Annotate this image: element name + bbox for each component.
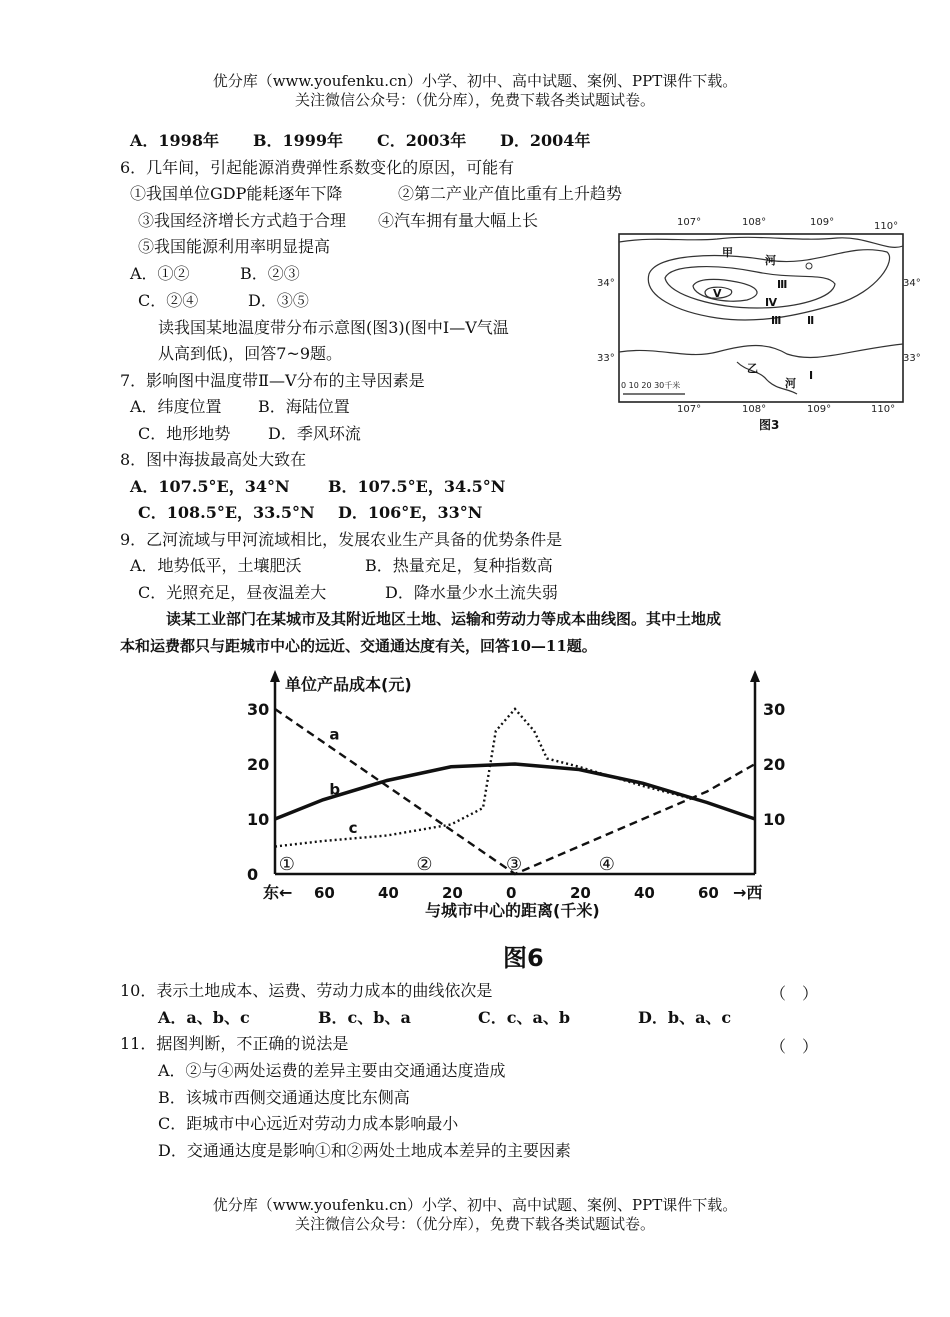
lat-label-34-left: 34° [597, 278, 615, 289]
q7-option-c[interactable]: C．地形地势 [138, 424, 231, 443]
intro-10-11-line-1: 读某工业部门在某城市及其附近地区土地、运输和劳动力等成本曲线图。其中土地成 [166, 610, 722, 628]
river-jia-char-1: 甲 [722, 246, 733, 259]
series-label-b: b [329, 780, 341, 799]
figure-3-caption: 图3 [759, 418, 780, 432]
location-marker: ④ [598, 854, 615, 875]
q6-statement-4: ④汽车拥有量大幅上长 [378, 211, 539, 230]
x-axis-west-label: →西 [733, 883, 763, 902]
footer-line-1: 优分库（www.youfenku.cn）小学、初中、高中试题、案例、PPT课件下载。 [212, 1196, 738, 1214]
x-tick: 60 [314, 884, 335, 902]
q10-option-d[interactable]: D．b、a、c [638, 1008, 732, 1027]
q9-option-a[interactable]: A．地势低平，土壤肥沃 [130, 556, 302, 575]
q7-option-a[interactable]: A．纬度位置 [130, 397, 222, 416]
series-label-a: a [329, 725, 340, 744]
lon-label-107-top: 107° [677, 217, 702, 228]
q11-option-d[interactable]: D．交通通达度是影响①和②两处土地成本差异的主要因素 [158, 1141, 571, 1160]
q9-stem: 9．乙河流域与甲河流域相比，发展农业生产具备的优势条件是 [120, 530, 563, 549]
q6-option-c[interactable]: C．②④ [138, 291, 199, 310]
lon-label-108-top: 108° [742, 217, 767, 228]
q7-option-d[interactable]: D．季风环流 [268, 424, 361, 443]
q5-option-b[interactable]: B．1999年 [253, 131, 344, 150]
header-line-2: 关注微信公众号：（优分库），免费下载各类试题试卷。 [294, 91, 655, 109]
chart-title: 图6 [503, 944, 544, 972]
y-tick-right: 20 [763, 755, 786, 774]
lat-label-33-left: 33° [597, 353, 615, 364]
river-jia-char-2: 河 [765, 254, 776, 267]
lon-label-108-bottom: 108° [742, 404, 767, 415]
intro-10-11-line-2: 本和运费都只与距城市中心的远近、交通通达度有关，回答10—11题。 [120, 637, 597, 655]
header-line-1: 优分库（www.youfenku.cn）小学、初中、高中试题、案例、PPT课件下载。 [212, 72, 738, 90]
q6-statement-5: ⑤我国能源利用率明显提高 [138, 237, 331, 256]
y-tick-left: 20 [247, 755, 270, 774]
q8-option-a[interactable]: A．107.5°E，34°N [130, 477, 290, 496]
zone-label-III-lower: Ⅲ [771, 314, 782, 327]
y-tick-right: 30 [763, 700, 786, 719]
q10-stem: 10．表示土地成本、运费、劳动力成本的曲线依次是 [120, 981, 493, 1000]
zone-label-I: Ⅰ [809, 369, 814, 382]
x-axis-east-label: 东← [263, 883, 293, 902]
x-tick: 20 [442, 884, 463, 902]
footer-line-2: 关注微信公众号：（优分库），免费下载各类试题试卷。 [294, 1215, 655, 1233]
x-axis-label: 与城市中心的距离(千米) [425, 901, 600, 920]
y-axis-right-arrow [750, 670, 760, 682]
lon-label-110-bottom: 110° [871, 404, 896, 415]
contour-zone-I [619, 344, 903, 358]
contour-zone-IV [693, 279, 757, 301]
q6-stem: 6．几年间，引起能源消费弹性系数变化的原因，可能有 [120, 158, 515, 177]
q10-option-a[interactable]: A．a、b、c [158, 1008, 250, 1027]
location-marker: ① [278, 854, 295, 875]
scale-label: 0 10 20 30千米 [621, 381, 681, 390]
x-tick: 0 [506, 884, 517, 902]
q8-option-b[interactable]: B．107.5°E，34.5°N [328, 477, 506, 496]
series-label-c: c [348, 818, 358, 837]
river-yi-char-2: 河 [785, 377, 796, 390]
y-tick-left: 10 [247, 810, 270, 829]
q8-option-d[interactable]: D．106°E，33°N [338, 503, 483, 522]
q7-stem: 7．影响图中温度带Ⅱ—Ⅴ分布的主导因素是 [120, 371, 425, 390]
q9-option-d[interactable]: D．降水量少水土流失弱 [385, 583, 558, 602]
location-marker: ② [416, 854, 433, 875]
q8-stem: 8．图中海拔最高处大致在 [120, 450, 307, 469]
q9-option-c[interactable]: C．光照充足，昼夜温差大 [138, 583, 327, 602]
figure-3-temperature-map [597, 212, 921, 437]
q11-answer-blank[interactable]: （ ） [770, 1037, 819, 1056]
q11-stem: 11．据图判断，不正确的说法是 [120, 1034, 349, 1053]
q6-statement-2: ②第二产业产值比重有上升趋势 [398, 184, 623, 203]
q11-option-c[interactable]: C．距城市中心远近对劳动力成本影响最小 [158, 1114, 459, 1133]
q6-option-a[interactable]: A．①② [130, 264, 190, 283]
q6-statement-3: ③我国经济增长方式趋于合理 [138, 211, 347, 230]
contour-zone-III [665, 267, 835, 308]
series-line-b [275, 764, 755, 819]
intro-7-9-line-1: 读我国某地温度带分布示意图(图3)(图中Ⅰ—Ⅴ气温 [158, 318, 509, 337]
x-tick: 20 [570, 884, 591, 902]
q10-option-b[interactable]: B．c、b、a [318, 1008, 411, 1027]
y-tick-right: 10 [763, 810, 786, 829]
q9-option-b[interactable]: B．热量充足，复种指数高 [365, 556, 553, 575]
q7-option-b[interactable]: B．海陆位置 [258, 397, 350, 416]
location-marker: ③ [506, 854, 523, 875]
zone-label-IV: Ⅳ [765, 296, 778, 309]
q6-option-d[interactable]: D．③⑤ [248, 291, 309, 310]
settlement-dot [806, 263, 812, 269]
q10-option-c[interactable]: C．c、a、b [478, 1008, 571, 1027]
series-line-c [275, 709, 755, 847]
y-axis-left-arrow [270, 670, 280, 682]
intro-7-9-line-2: 从高到低)，回答7~9题。 [158, 344, 343, 363]
zone-label-III-upper: Ⅲ [777, 278, 788, 291]
contour-upper-boundary [619, 237, 903, 247]
lon-label-109-top: 109° [810, 217, 835, 228]
q11-option-b[interactable]: B．该城市西侧交通通达度比东侧高 [158, 1088, 410, 1107]
lon-label-109-bottom: 109° [807, 404, 832, 415]
q5-option-a[interactable]: A．1998年 [130, 131, 219, 150]
lon-label-107-bottom: 107° [677, 404, 702, 415]
x-tick: 40 [634, 884, 655, 902]
y-tick-left: 0 [247, 865, 259, 884]
river-yi-char-1: 乙 [747, 362, 758, 375]
zone-label-V: Ⅴ [713, 287, 722, 300]
lat-label-33-right: 33° [903, 353, 921, 364]
x-tick: 60 [698, 884, 719, 902]
q5-option-d[interactable]: D．2004年 [500, 131, 591, 150]
q6-option-b[interactable]: B．②③ [240, 264, 300, 283]
q11-option-a[interactable]: A．②与④两处运费的差异主要由交通通达度造成 [158, 1061, 506, 1080]
q10-answer-blank[interactable]: （ ） [770, 984, 819, 1003]
lat-label-34-right: 34° [903, 278, 921, 289]
y-tick-left: 30 [247, 700, 270, 719]
lon-label-110-top: 110° [874, 221, 899, 232]
y-axis-label: 单位产品成本(元) [285, 675, 412, 694]
q5-option-c[interactable]: C．2003年 [377, 131, 467, 150]
zone-label-II: Ⅱ [807, 314, 815, 327]
figure-6-cost-chart [235, 668, 795, 978]
q6-statement-1: ①我国单位GDP能耗逐年下降 [130, 184, 343, 203]
q8-option-c[interactable]: C．108.5°E，33.5°N [138, 503, 315, 522]
x-tick: 40 [378, 884, 399, 902]
